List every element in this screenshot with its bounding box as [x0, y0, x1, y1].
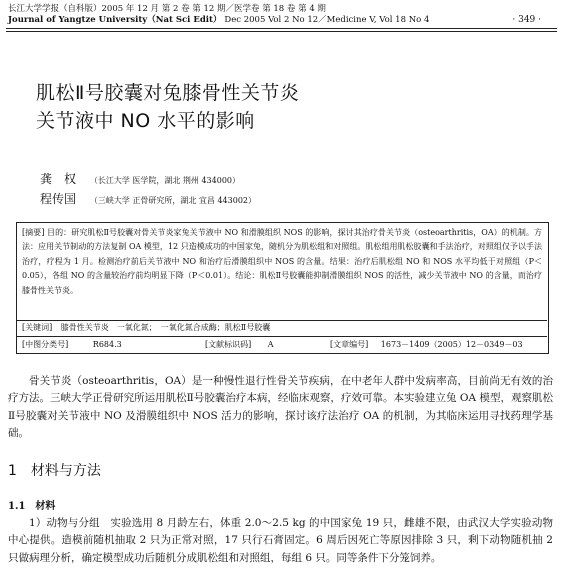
abstract-divider: [16, 320, 547, 321]
doc-code-value: A: [267, 340, 274, 349]
article-title-line1: 肌松Ⅱ号胶囊对兔膝骨性关节炎: [36, 82, 300, 104]
abstract: [22, 226, 542, 298]
keywords-divider: [16, 336, 547, 337]
journal-issue: Dec 2005 Vol 2 No 12／Medicine V, Vol 18 No 4: [224, 15, 430, 25]
journal-name: Journal of Yangtze University（Nat Sci Edit）: [8, 15, 222, 25]
author-2: [40, 190, 256, 207]
article-title-line2: 关节液中 NO 水平的影响: [36, 110, 255, 132]
abstract-text: [摘要] 目的：研究肌松Ⅱ号胶囊对骨关节炎家兔关节液中 NO 和滑膜组织 NOS 的影响，探讨其治疗骨关节炎（osteoarthritis，OA）的机制。方法：应用关节制动的方法复制 OA 模型，12 只造模成功的中国家兔，随机分为肌松组和对照组。肌松组用肌松胶囊和手法治疗，对照组仅予以手法治疗，疗程为 1 月。检测治疗前后关节液中 NO 和治疗后滑膜组织中 NOS 的含量。结果：治疗后肌松组 NO 和 NOS 水平均低于对照组（P＜0.05），各组 NO 的含量较治疗前均明显下降（P＜0.01）。结论：肌松Ⅱ号胶囊能抑制滑膜组织 NOS 的活性，减少关节液中 NO 的含量，而治疗膝骨性关节炎。: [22, 228, 542, 295]
article-no-value: 1673－1409（2005）12－0349－03: [380, 340, 523, 349]
article-no-label: [文章编号]: [330, 340, 369, 349]
journal-header-line1: 长江大学学报（自科版）2005 年 12 月 第 2 卷 第 12 期／医学卷 第 18 卷 第 4 期: [8, 4, 326, 14]
keywords-label: [关键词]: [22, 323, 53, 332]
article-number: [330, 339, 523, 350]
author-affiliation: （长江大学 医学院，湖北 荆州 434000）: [89, 176, 241, 185]
page-number: · 349 ·: [512, 15, 541, 25]
intro-paragraph: 骨关节炎（osteoarthritis，OA）是一种慢性退行性骨关节疾病，在中老年人群中发病率高，目前尚无有效的治疗方法。三峡大学正骨研究所运用肌松Ⅱ号胶囊治疗本病，经临床观察，疗效可靠。本实验建立兔 OA 模型，观察肌松Ⅱ号胶囊对关节液中 NO 及滑膜组织中 NOS 活力的影响，探讨该疗法治疗 OA 的机制，为其临床运用寻找药理学基础。: [8, 375, 553, 439]
author-name: 龚 权: [40, 172, 77, 186]
author-name: 程传国: [40, 192, 77, 206]
header-rule-top: [6, 28, 557, 29]
subsection-heading: 1.1 材料: [8, 501, 56, 512]
clc-number: [22, 339, 122, 350]
author-affiliation: （三峡大学 正骨研究所，湖北 宜昌 443002）: [89, 196, 257, 205]
clc-value: R684.3: [92, 340, 122, 349]
journal-header-line2: [8, 15, 429, 26]
doc-code-label: [文献标识码]: [205, 340, 252, 349]
methods-paragraph: 1）动物与分组 实验选用 8 月龄左右，体重 2.0～2.5 kg 的中国家兔 19 只，雌雄不限，由武汉大学实验动物中心提供。造模前随机抽取 2 只为正常对照，17 只行石膏固定。6 周后因死亡等原因排除 3 只，剩下动物随机抽 2 只做病理分析，确定模型成功后随机分成肌松组和对照组，每组 6 只。同等条件下分笼饲养。: [8, 517, 553, 564]
header-rule-bottom: [6, 31, 557, 32]
author-1: [40, 170, 240, 187]
section-heading: 1 材料与方法: [8, 463, 101, 479]
keywords: [22, 322, 270, 333]
clc-label: [中图分类号]: [22, 340, 69, 349]
keywords-text: 膝骨性关节炎 一氧化氮； 一氧化氮合成酶；肌松Ⅱ号胶囊: [60, 323, 271, 332]
document-code: [205, 339, 274, 350]
